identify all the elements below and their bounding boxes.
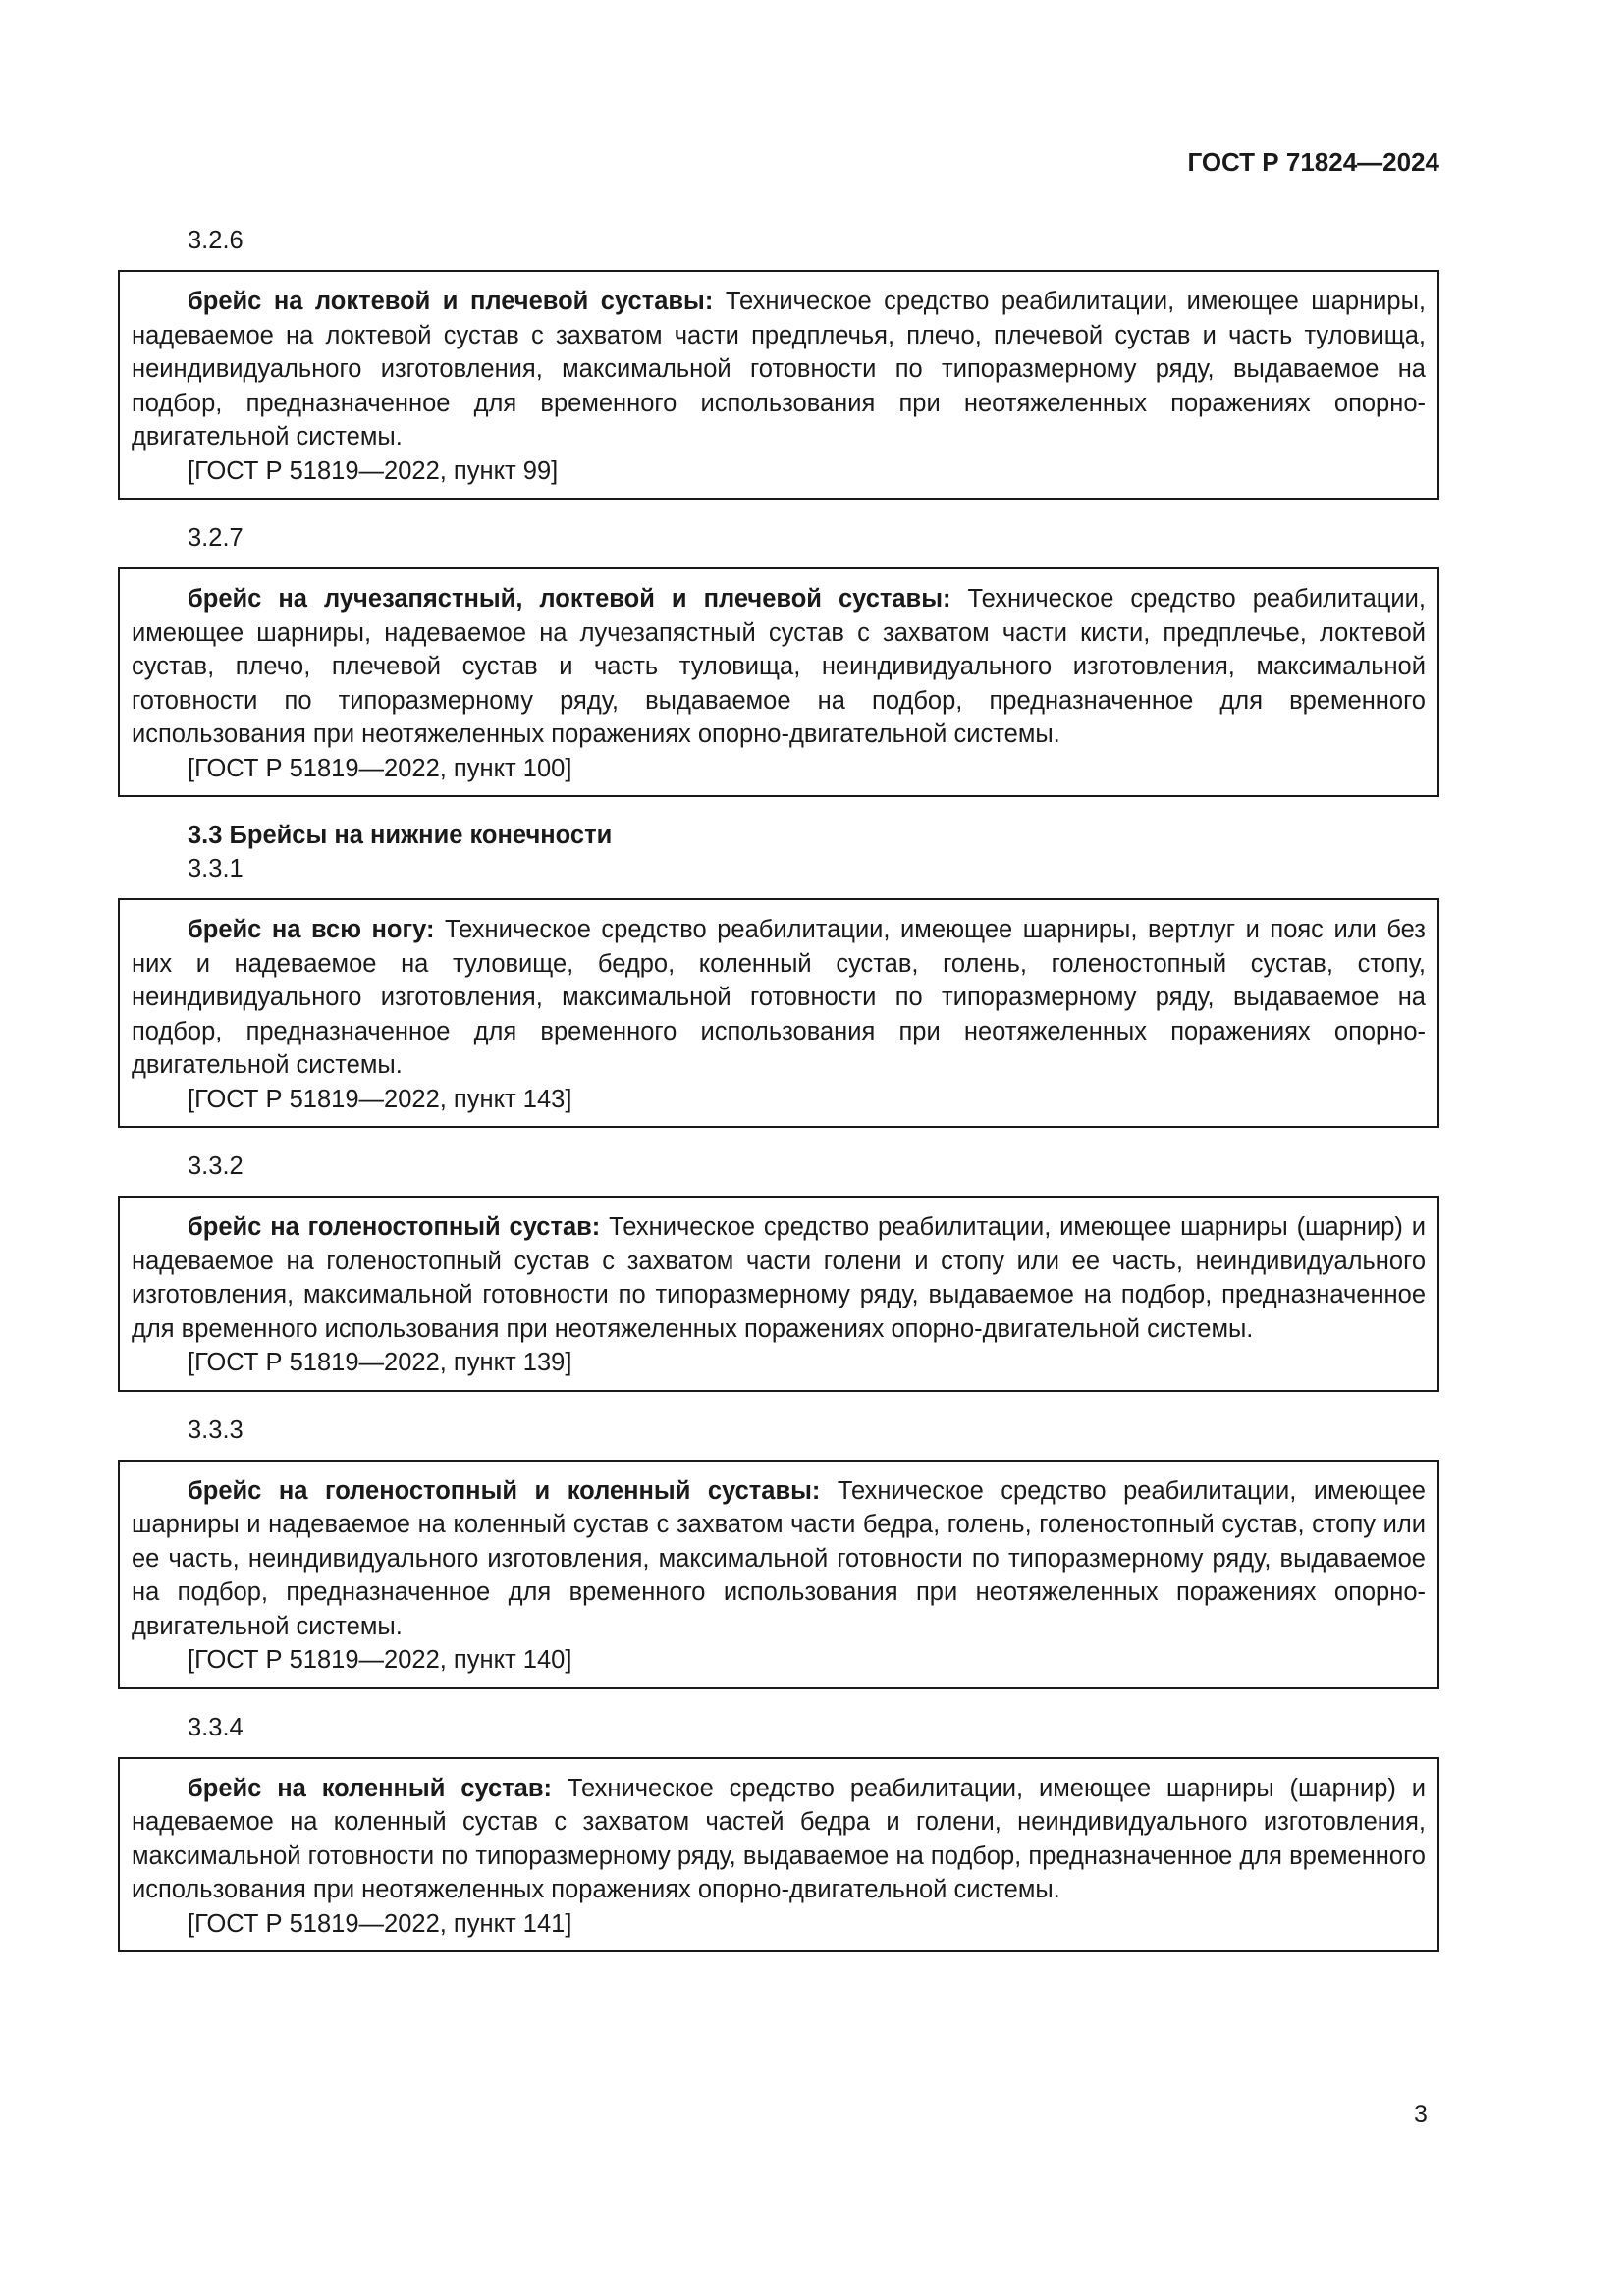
term-definition-box [118,567,1439,797]
term-definition-box [118,1460,1439,1689]
term-name: брейс на коленный сустав: [188,1774,553,1802]
source-reference: [ГОСТ Р 51819—2022, пункт 139] [188,1349,572,1376]
term-name: брейс на лучезапястный, локтевой и плечевой суставы: [188,585,951,613]
term-definition-box [118,1757,1439,1953]
term-name: брейс на голеностопный и коленный суставы: [188,1476,821,1505]
page-number: 3 [1414,2101,1428,2128]
term-number: 3.3.1 [188,855,244,882]
term-number: 3.2.6 [188,227,244,254]
term-definition-box [118,270,1439,500]
definition-text [132,582,1426,752]
definition-text [132,1772,1426,1907]
term-definition-box [118,1196,1439,1392]
document-code: ГОСТ Р 71824—2024 [1187,147,1439,177]
term-definition: Техническое средство реабилитации, имеющее шарниры и надеваемое на коленный сустав с захватом части бедра, голень, голеностопный сустав, стопу или ее часть, неиндивидуального изготовления, максимальной готовности по типоразмерному ряду, выдаваемое на подбор, предназначенное для временного использования при неотяжеленных поражениях опорно-двигательной системы. [132,1476,1426,1640]
term-number: 3.3.2 [188,1152,244,1180]
definition-text [132,1474,1426,1644]
term-definition: Техническое средство реабилитации, имеющее шарниры, надеваемое на локтевой сустав с захватом части предплечья, плечо, плечевой сустав и часть туловища, неиндивидуального изготовления, максимальной готовности по типоразмерному ряду, выдаваемое на подбор, предназначенное для временного использования при неотяжеленных поражениях опорно-двигательной системы. [132,288,1426,451]
source-reference: [ГОСТ Р 51819—2022, пункт 143] [188,1085,572,1113]
term-name: брейс на локтевой и плечевой суставы: [188,288,714,315]
term-name: брейс на всю ногу: [188,916,435,943]
definition-text [132,285,1426,454]
term-number: 3.3.3 [188,1415,244,1444]
definition-text [132,1210,1426,1346]
source-reference: [ГОСТ Р 51819—2022, пункт 100] [188,754,572,782]
term-number: 3.3.4 [188,1713,244,1741]
term-definition: Техническое средство реабилитации, имеющее шарниры (шарнир) и надеваемое на голеностопный сустав с захватом части голени и стопу или ее часть, неиндивидуального изготовления, максимальной готовности по типоразмерному ряду, выдаваемое на подбор, предназначенное для временного использования при неотяжеленных поражениях опорно-двигательной системы. [132,1213,1426,1343]
term-number: 3.2.7 [188,524,244,552]
source-reference: [ГОСТ Р 51819—2022, пункт 140] [188,1646,572,1674]
term-definition: Техническое средство реабилитации, имеющее шарниры (шарнир) и надеваемое на коленный сустав с захватом частей бедра и голени, неиндивидуального изготовления, максимальной готовности по типоразмерному ряду, выдаваемое на подбор, предназначенное для временного использования при неотяжеленных поражениях опорно-двигательной системы. [132,1774,1426,1903]
term-name: брейс на голеностопный сустав: [188,1213,601,1241]
source-reference: [ГОСТ Р 51819—2022, пункт 141] [188,1909,572,1938]
source-reference: [ГОСТ Р 51819—2022, пункт 99] [188,456,559,485]
definition-text [132,913,1426,1083]
section-heading: 3.3 Брейсы на нижние конечности [188,822,613,849]
term-definition: Техническое средство реабилитации, имеющее шарниры, надеваемое на лучезапястный сустав с захватом части кисти, предплечье, локтевой сустав, плечо, плечевой сустав и часть туловища, неиндивидуального изготовления, максимальной готовности по типоразмерному ряду, выдаваемое на подбор, предназначенное для временного использования при неотяжеленных поражениях опорно-двигательной системы. [132,585,1426,748]
document-content [118,224,1439,1974]
term-definition: Техническое средство реабилитации, имеющее шарниры, вертлуг и пояс или без них и надеваемое на туловище, бедро, коленный сустав, голень, голеностопный сустав, стопу, неиндивидуального изготовления, максимальной готовности по типоразмерному ряду, выдаваемое на подбор, предназначенное для временного использования при неотяжеленных поражениях опорно-двигательной системы. [132,916,1426,1079]
term-definition-box [118,898,1439,1128]
